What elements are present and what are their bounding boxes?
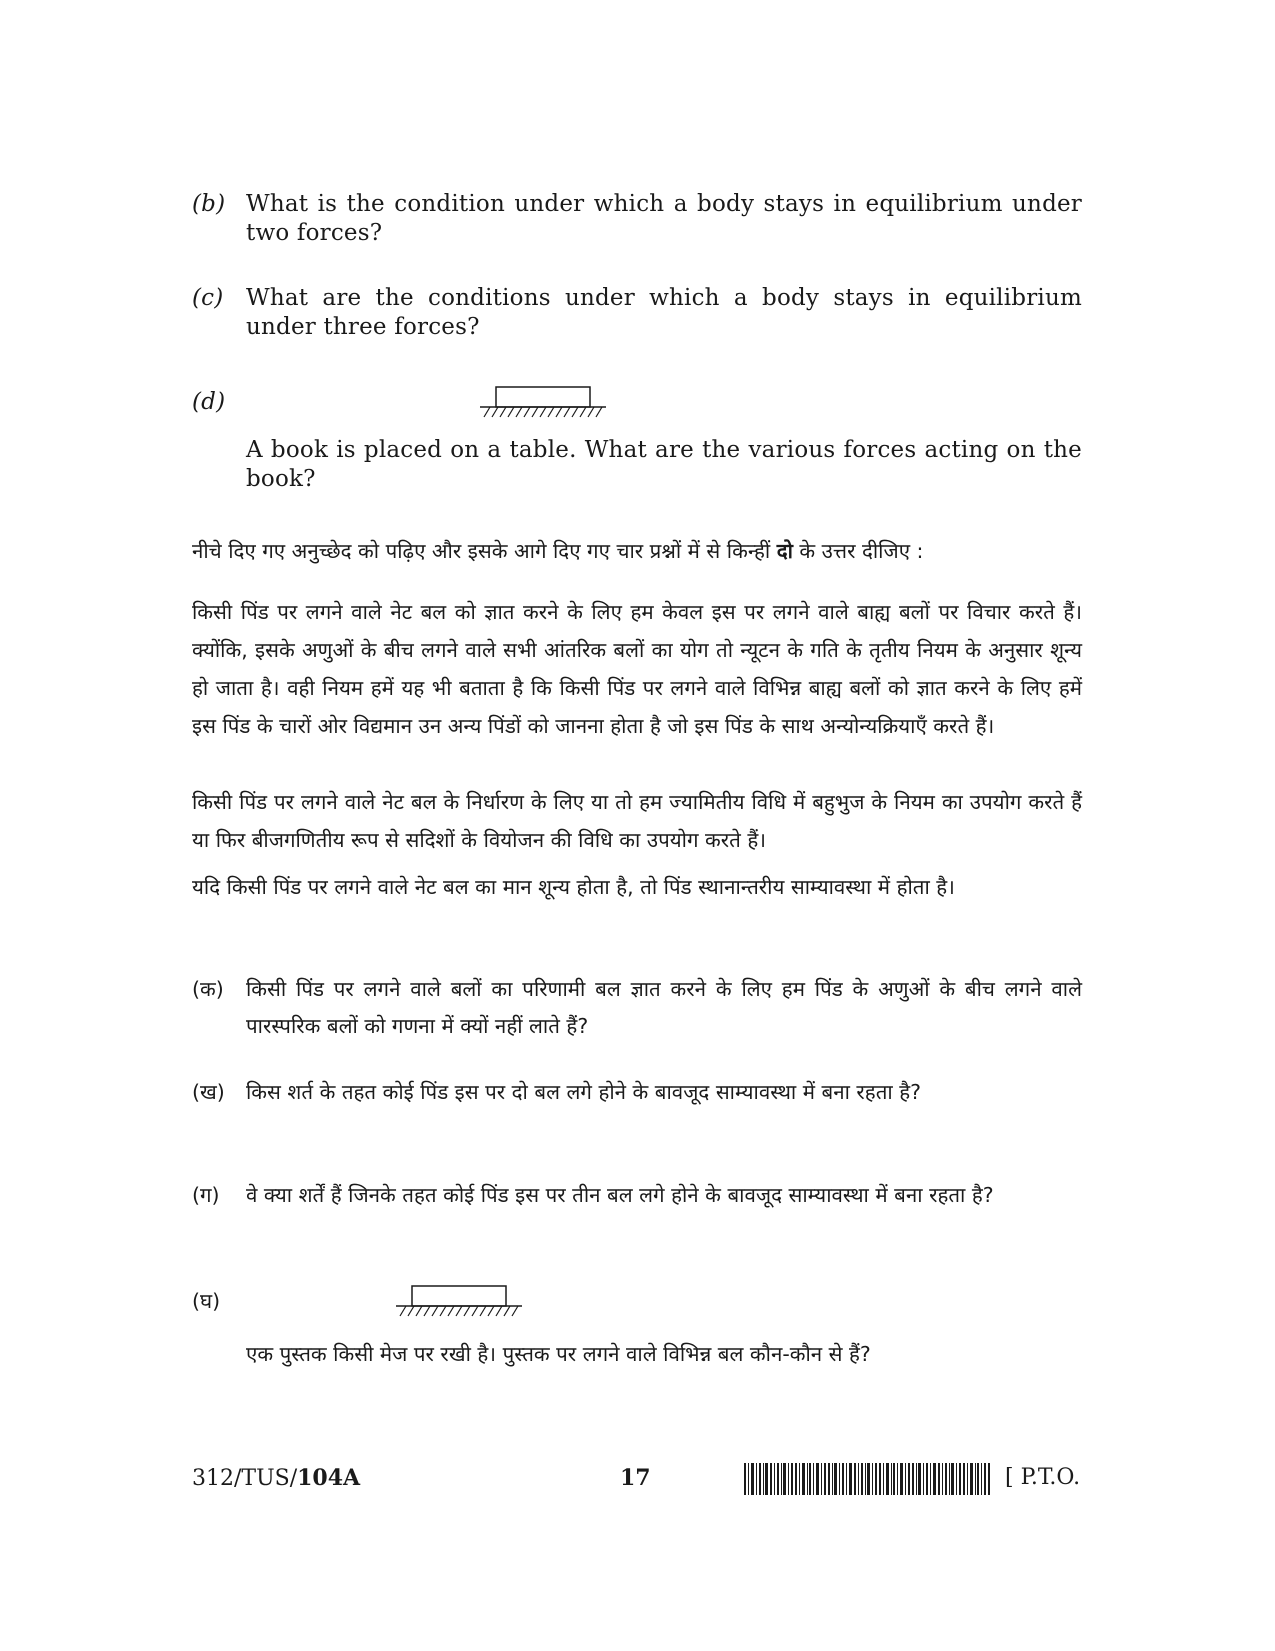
book-shape bbox=[412, 1286, 506, 1306]
book-on-table-diagram bbox=[478, 385, 608, 421]
hindi-paragraph-2: किसी पिंड पर लगने वाले नेट बल के निर्धारण के लिए या तो हम ज्यामितीय विधि में बहुभुज के नियम का उपयोग करते हैं या फिर बीजगणितीय रूप से सदिशों के वियोजन की विधि का उपयोग करते हैं। bbox=[192, 790, 1082, 852]
question-text: किस शर्त के तहत कोई पिंड इस पर दो बल लगे होने के बावजूद साम्यावस्था में बना रहता है? bbox=[246, 1080, 921, 1104]
instruction-bold: दो bbox=[776, 539, 793, 563]
question-text: एक पुस्तक किसी मेज पर रखी है। पुस्तक पर लगने वाले विभिन्न बल कौन-कौन से हैं? bbox=[246, 1342, 871, 1366]
question-label: (घ) bbox=[192, 1289, 221, 1313]
question-text: A book is placed on a table. What are the various forces acting on the book? bbox=[246, 437, 1082, 492]
pto-label: [ P.T.O. bbox=[1005, 1465, 1081, 1490]
barcode-icon bbox=[744, 1463, 990, 1495]
hindi-paragraph-3: यदि किसी पिंड पर लगने वाले नेट बल का मान शून्य होता है, तो पिंड स्थानान्तरीय साम्यावस्था में होता है। bbox=[192, 875, 955, 899]
question-label: (d) bbox=[192, 389, 226, 415]
paper-code bbox=[192, 1465, 360, 1491]
hindi-question-ka bbox=[192, 971, 1082, 1045]
page-number: 17 bbox=[620, 1465, 651, 1491]
table-hatching bbox=[400, 1306, 518, 1316]
question-text: किसी पिंड पर लगने वाले बलों का परिणामी बल ज्ञात करने के लिए हम पिंड के अणुओं के बीच लगने वाले पारस्परिक बलों को गणना में क्यों नहीं लाते हैं? bbox=[246, 977, 1082, 1038]
book-shape bbox=[496, 387, 590, 407]
paper-code-prefix: 312/TUS/ bbox=[192, 1466, 298, 1491]
question-text: What is the condition under which a body stays in equilibrium under two forces? bbox=[246, 191, 1082, 246]
question-c bbox=[192, 284, 1082, 342]
question-d bbox=[192, 436, 1082, 494]
question-label: (क) bbox=[192, 977, 224, 1001]
question-text: What are the conditions under which a body stays in equilibrium under three forces? bbox=[246, 285, 1082, 340]
table-hatching bbox=[484, 407, 602, 417]
question-label: (c) bbox=[192, 285, 224, 311]
question-label: (ग) bbox=[192, 1183, 220, 1207]
hindi-instruction bbox=[192, 532, 1082, 570]
hindi-question-ga bbox=[192, 1177, 1082, 1214]
instruction-text: नीचे दिए गए अनुच्छेद को पढ़िए और इसके आगे दिए गए चार प्रश्नों में से किन्हीं bbox=[192, 539, 777, 563]
question-b bbox=[192, 190, 1082, 248]
book-on-table-diagram-hindi bbox=[394, 1284, 524, 1320]
instruction-text-end: के उत्तर दीजिए : bbox=[792, 539, 924, 563]
question-text: वे क्या शर्तें हैं जिनके तहत कोई पिंड इस पर तीन बल लगे होने के बावजूद साम्यावस्था में बना रहता है? bbox=[246, 1183, 994, 1207]
question-label: (ख) bbox=[192, 1080, 225, 1104]
hindi-paragraph-1: किसी पिंड पर लगने वाले नेट बल को ज्ञात करने के लिए हम केवल इस पर लगने वाले बाह्य बलों पर विचार करते हैं। क्योंकि, इसके अणुओं के बीच लगने वाले सभी आंतरिक बलों का योग तो न्यूटन के गति के तृतीय नियम के अनुसार शून्य हो जाता है। वही नियम हमें यह भी बताता है कि किसी पिंड पर लगने वाले विभिन्न बाह्य बलों को ज्ञात करने के लिए हमें इस पिंड के चारों ओर विद्यमान उन अन्य पिंडों को जानना होता है जो इस पिंड के साथ अन्योन्यक्रियाएँ करते हैं। bbox=[192, 600, 1082, 738]
question-label: (b) bbox=[192, 191, 226, 217]
hindi-question-kha bbox=[192, 1074, 1082, 1111]
hindi-question-gha bbox=[192, 1336, 1082, 1373]
paper-code-bold: 104A bbox=[297, 1465, 361, 1491]
